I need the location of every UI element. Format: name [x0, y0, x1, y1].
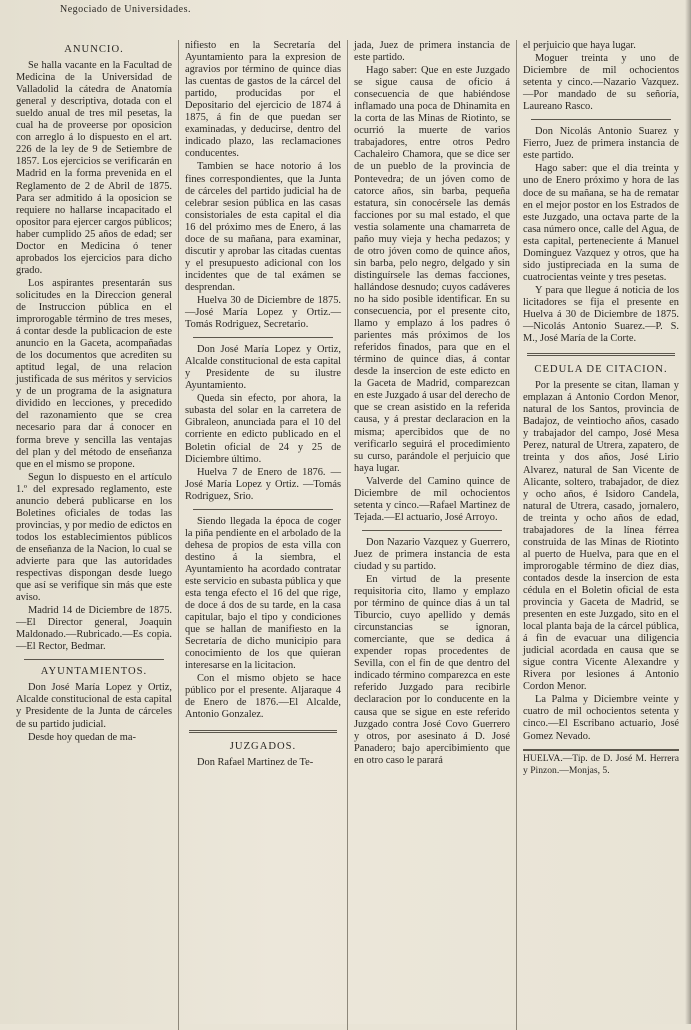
article-paragraph: Con el mismo objeto se hace público por el presente. Aljaraque 4 de Enero de 1876.—El Alcalde, Antonio Gonzalez. [185, 673, 341, 721]
article-paragraph: Desde hoy quedan de ma- [28, 731, 136, 743]
section-divider [193, 509, 333, 510]
article-paragraph: Huelva 7 de Enero de 1876. —José María Lopez y Ortiz. —Tomás Rodriguez, Srio. [185, 466, 341, 502]
section-heading: CEDULA DE CITACION. [534, 364, 668, 376]
article-paragraph: Valverde del Camino quince de Diciembre de mil ochocientos setenta y cinco.—Rafael Martinez de Tejada.—El actuario, José Arroyo. [354, 475, 510, 523]
column-1 [10, 40, 179, 1030]
article-paragraph: Don Nazario Vazquez y Guerrero, Juez de primera instancia de esta ciudad y su partido. [354, 536, 510, 572]
article-paragraph: Don José María Lopez y Ortiz, Alcalde constitucional de esta capital y Presidente de la Junta de cárceles de su partido judicial. [16, 682, 172, 730]
article-paragraph: Moguer treinta y uno de Diciembre de mil ochocientos setenta y cinco.—Nazario Vazquez.—Por mandado de su señoría, Laureano Rasco. [523, 53, 679, 113]
column-4 [517, 40, 685, 1030]
column-3 [348, 40, 517, 1030]
section-heading: AYUNTAMIENTOS. [40, 666, 148, 678]
section-divider [189, 730, 337, 733]
article-paragraph: Segun lo dispuesto en el artículo 1.º del expresado reglamento, este anuncio deberá publicarse en los Boletines oficiales de todas las provincias, y por medio de edictos en todos los establecimientos públicos de enseñanza de la Nacion, lo cual se advierte para que las autoridades respectivas dispongan desde luego que así se verifique sin más que este aviso. [16, 471, 172, 604]
article-paragraph: Don José María Lopez y Ortiz, Alcalde constitucional de esta capital y Presidente de su ilustre Ayuntamiento. [185, 344, 341, 392]
printer-imprint: HUELVA.—Tip. de D. José M. Herrera y Pinzon.—Monjas, 5. [523, 749, 679, 777]
section-divider [362, 530, 502, 531]
article-paragraph: Huelva 30 de Diciembre de 1875.—José María Lopez y Ortiz.—Tomás Rodriguez, Secretario. [185, 294, 341, 331]
section-divider [193, 337, 333, 338]
page-header: Negociado de Universidades. [60, 4, 191, 15]
article-paragraph: Madrid 14 de Diciembre de 1875.—El Director general, Joaquin Maldonado.—Rubricado.—Es copia.—El Rector, Bedmar. [16, 605, 172, 653]
article-paragraph: Hago saber: que el dia treinta y uno de Enero próximo y hora de las doce de su mañana, se ha de rematar en el mejor postor en los Estrados de este Juzgado, una octava parte de la casa número once, calle del Agua, de esta capital, perteneciente á Manuel Dominguez Vazquez y otros, que ha sido justipreciada en la suma de cuatrocientas veinte y tres pesetas. [523, 163, 679, 283]
page-edge-shadow [685, 0, 691, 1024]
article-paragraph: Siendo llegada la época de coger la piña pendiente en el arbolado de la dehesa de propios de esta villa con destino á la siembra, el Ayuntamiento ha acordado contratar este servicio en subasta pública y que esta tenga efecto el 16 del que rige, de doce á dos de su tarde, en la casa capitular, bajo el tipo y condiciones que se hallan de manifiesto en la Secretaría de dicho municipio para conocimiento de los que quieran interesarse en la licitacion. [185, 515, 341, 672]
section-heading: JUZGADOS. [229, 740, 297, 752]
section-heading: ANUNCIO. [64, 44, 124, 55]
article-paragraph: el perjuicio que haya lugar. [523, 40, 636, 51]
article-paragraph: Don Rafael Martinez de Te- [197, 756, 314, 768]
article-paragraph: Los aspirantes presentarán sus solicitudes en la Direccion general de Instruccion pública en el improrogable término de tres meses, á contar desde la publicacion de este anuncio en la Gaceta, acompañadas de los documentos que acrediten su aptitud legal, de una relacion justificada de sus méritos y servicios y de un programa de la asignatura dividido en lecciones, y precedido del razonamiento que se crea necesario para dar á conocer en forma breve y sencilla las ventajas del plan y del método de enseñanza que en el mismo se propone. [16, 277, 172, 470]
article-paragraph: Se halla vacante en la Facultad de Medicina de la Universidad de Valladolid la cátedra de Anatomía general y descriptiva, dotada con el sueldo anual de tres mil pesetas, la cual ha de proveerse por oposicion con arreglo á lo dispuesto en el art. 226 de la ley de 9 de Setiembre de 1857. Los ejercicios se verificarán en Madrid en la forma prevenida en el Reglamento de 2 de Abril de 1875. Para ser admitido á la oposicion se requiere no hallarse incapacitado el opositor para ejercer cargos públicos; haber cumplido 25 años de edad; ser Doctor en Medicina ó tener aprobados los ejercicios para dicho grado. [16, 60, 172, 276]
article-paragraph: Don Nicolás Antonio Suarez y Fierro, Juez de primera instancia de este partido. [523, 126, 679, 162]
article-paragraph: En virtud de la presente requisitoria cito, llamo y emplazo por término de quince dias á un tal Tiburcio, cuyo apellido y demás circunstancias se ignoran, comerciante, que se dedica á expender ropas procedentes de Sevilla, con el fin de que dentro del indicado término comparezca en este referido Juzgado para recibirle declaracion por lo conducente en la causa que se sigue en este referido Juzgado contra José Covo Guerrero y otros, por asesinato á D. José Panadero; bajo apercibimiento que en otro caso le parará [354, 574, 510, 766]
article-paragraph: Por la presente se citan, llaman y emplazan á Antonio Cordon Menor, natural de los Santos, provincia de Badajoz, de veintiocho años, casado y trabajador del campo, José Mesa Perez, natural de Utrera, zapatero, de treinta y dos años, José Lirio Alvarez, natural de San Vicente de Alicante, soltero, trabajador, de diez y ocho años, é Isidoro Candela, natural de Utrera, casado, jornalero, de treinta y ocho años de edad, trabajadores de la línea férrea construida de las Minas de Riotinto al puerto de Huelva, para que en el improrogable término de diez dias, contados desde la insercion de esta cédula en el Boletin oficial de esta provincia y Gaceta de Madrid, se presenten en este Juzgado, sito en el local planta baja de la cárcel pública, á fin de evacuar una diligencia judicial acordada en causa que se sigue contra Vicente Alexandre y Rivera por lesiones á Antonio Cordon Menor. [523, 380, 679, 693]
article-paragraph: nifiesto en la Secretaría del Ayuntamiento para la expresion de agravios por término de quince dias las cuentas de gastos de la cárcel del partido, producidas por el Depositario del ejercicio de 1874 á 1875, á fin de que puedan ser examinadas, y deducirse, dentro del indicado plazo, las reclamaciones conducentes. [185, 40, 341, 160]
column-2 [179, 40, 348, 1030]
columns-container [10, 40, 685, 1030]
article-paragraph: Queda sin efecto, por ahora, la subasta del solar en la carretera de Gibraleon, anunciada para el 10 del corriente en edicto publicado en el Boletin oficial de 24 y 25 de Diciembre último. [185, 393, 341, 465]
section-divider [527, 353, 675, 356]
article-paragraph: Tambien se hace notorio á los fines correspondientes, que la Junta de cárceles del partido judicial ha de celebrar sesion pública en las casas consistoriales de esta capital el dia 16 del próximo mes de Enero, á las doce de su mañana, para examinar, discutir y aprobar las citadas cuentas y el presupuesto adicional con los incidentes que de tal exámen se desprendan. [185, 161, 341, 293]
article-paragraph: Hago saber: Que en este Juzgado se sigue causa de oficio á consecuencia de que habiéndose inflamado una poca de Dhinamita en la corta de las Minas de Riotinto, se ocurrió la muerte de varios trabajadores, entre otros Pedro Cachaleiro Chamora, que se dice ser de un pueblo de la provincia de Pontevedra; de un jóven como de catorce años, sin barba, pequeña estatura, sin conocérsele las demás facciones por su mal estado, el que vestia solamente una chamarreta de paño muy vieja y hecha pedazos; y de otro jóven como de quince años, sin barba, pelo negro, delgado y sin distinguírsele las demas facciones, hallándose desnudo; cuyos cadáveres no ha sido posible identificar. En su consecuencia, por el presente cito, llamo y emplazo á los padres ó parientes más próximos de los referidos finados, para que en el término de quince dias, á contar desde la insercion de este edicto en la Gaceta de Madrid, comparezcan en este Juzgado á usar del derecho de que se crean asistido en la referida causa, y á prestar declaracion en la misma; apercibidos que de no verificarlo seguirá el procedimiento su curso, parándole el perjuicio que haya lugar. [354, 65, 510, 474]
article-paragraph: Y para que llegue á noticia de los licitadores se fija el presente en Huelva á 30 de Diciembre de 1875.—Nicolás Antonio Suarez.—P. S. M., José María de la Corte. [523, 284, 679, 345]
section-divider [531, 119, 671, 120]
article-paragraph: jada, Juez de primera instancia de este partido. [354, 40, 510, 64]
article-paragraph: La Palma y Diciembre veinte y cuatro de mil ochocientos setenta y cinco.—El Escribano actuario, José Gomez Nevado. [523, 694, 679, 742]
section-divider [24, 659, 164, 660]
